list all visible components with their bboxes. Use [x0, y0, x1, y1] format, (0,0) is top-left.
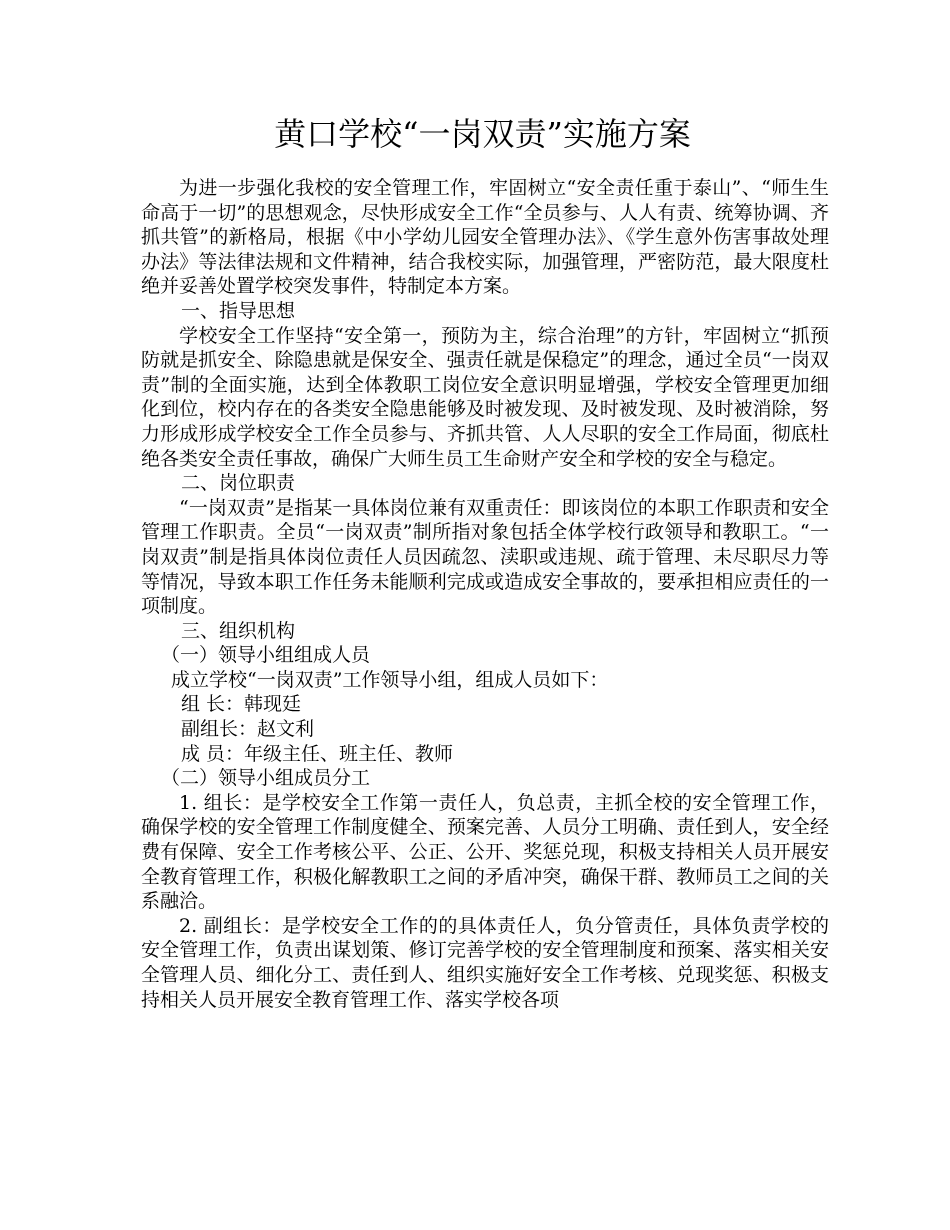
section-3-heading: 三、组织机构 [181, 619, 296, 642]
document-body [141, 176, 829, 1012]
subsection-2-heading: （二）领导小组成员分工 [161, 767, 371, 790]
section-2-heading: 二、岗位职责 [181, 472, 296, 495]
intro-paragraph: 为进一步强化我校的安全管理工作，牢固树立“安全责任重于泰山”、“师生生命高于一切”的思想观念，尽快形成安全工作“全员参与、人人有责、统筹协调、齐抓共管”的新格局，根据《中小学幼儿园安全管理办法》、《学生意外伤害事故处理办法》等法律法规和文件精神，结合我校实际，加强管理，严密防范，最大限度杜绝并妥善处置学校突发事件，特制定本方案。 [141, 177, 829, 298]
duty-item-1: 1. 组长：是学校安全工作第一责任人，负总责，主抓全校的安全管理工作，确保学校的安全管理工作制度健全、预案完善、人员分工明确、责任到人，安全经费有保障、安全工作考核公平、公正、公开、奖惩兑现，积极支持相关人员开展安全教育管理工作，积极化解教职工之间的矛盾冲突，确保干群、教师员工之间的关系融洽。 [141, 791, 829, 913]
subsection-1-heading: （一）领导小组组成人员 [161, 644, 371, 667]
leadership-group-intro: 成立学校“一岗双责”工作领导小组，组成人员如下： [171, 668, 609, 691]
group-leader: 组 长：韩现廷 [181, 693, 302, 716]
section-2-paragraph: “一岗双责”是指某一具体岗位兼有双重责任：即该岗位的本职工作职责和安全管理工作职责。全员“一岗双责”制所指对象包括全体学校行政领导和教职工。“一岗双责”制是指具体岗位责任人员因疏忽、渎职或违规、疏于管理、未尽职尽力等等情况，导致本职工作任务未能顺利完成或造成安全事故的，要承担相应责任的一项制度。 [141, 496, 829, 618]
duty-item-2: 2. 副组长：是学校安全工作的的具体责任人，负分管责任，具体负责学校的安全管理工作，负责出谋划策、修订完善学校的安全管理制度和预案、落实相关安全管理人员、细化分工、责任到人、组织实施好安全工作考核、兑现奖惩、积极支持相关人员开展安全教育管理工作、落实学校各项 [141, 914, 829, 1011]
group-deputy: 副组长：赵文利 [181, 718, 315, 741]
section-1-paragraph: 学校安全工作坚持“安全第一，预防为主，综合治理”的方针，牢固树立“抓预防就是抓安全、除隐患就是保安全、强责任就是保稳定”的理念，通过全员“一岗双责”制的全面实施，达到全体教职工岗位安全意识明显增强，学校安全管理更加细化到位，校内存在的各类安全隐患能够及时被发现、及时被发现、及时被消除，努力形成形成学校安全工作全员参与、齐抓共管、人人尽职的安全工作局面，彻底杜绝各类安全责任事故，确保广大师生员工生命财产安全和学校的安全与稳定。 [141, 324, 829, 470]
group-members: 成 员：年级主任、班主任、教师 [181, 742, 454, 765]
section-1-heading: 一、指导思想 [181, 299, 296, 322]
document-title: 黄口学校“一岗双责”实施方案 [274, 115, 691, 153]
